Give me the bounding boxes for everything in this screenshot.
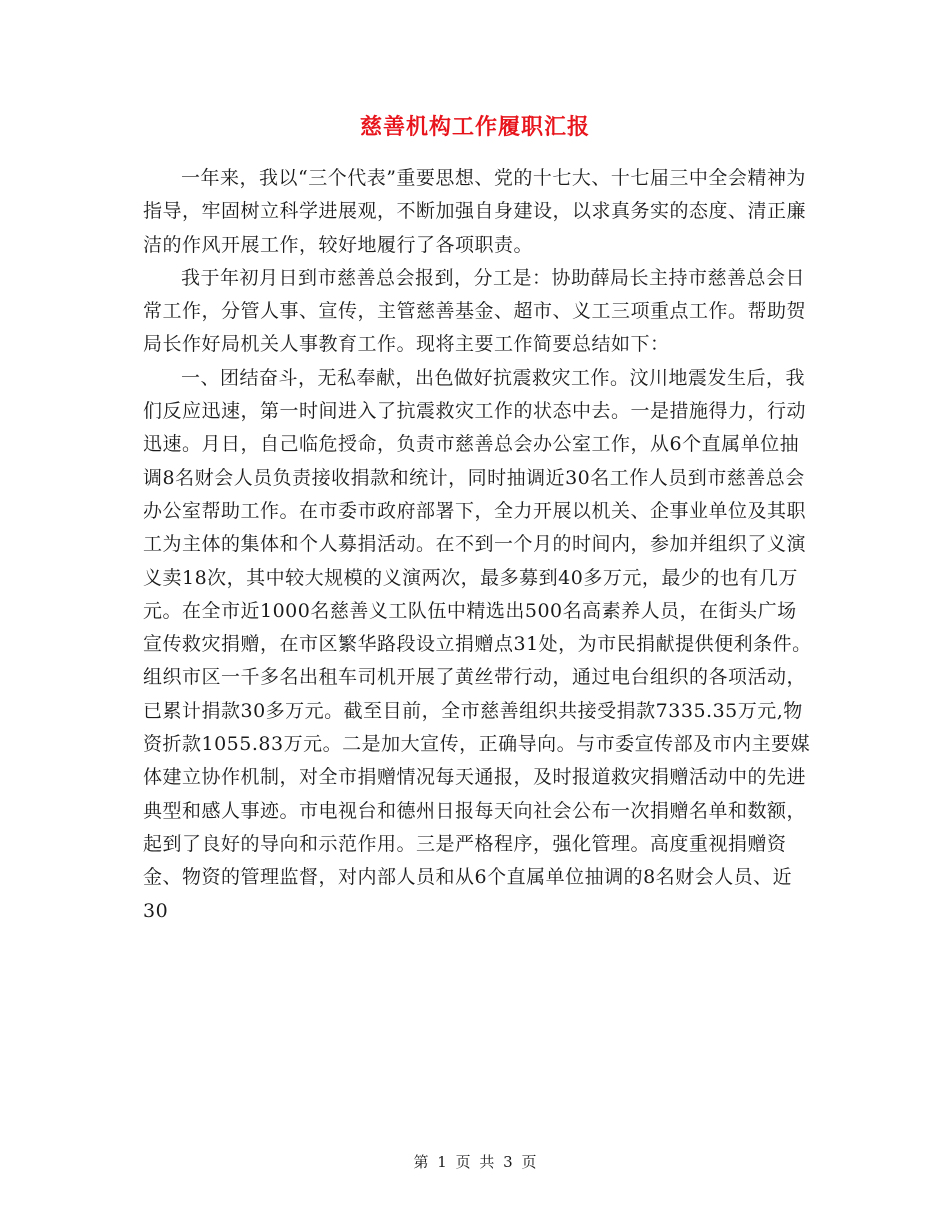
page-number-footer: 第 1 页 共 3 页 xyxy=(413,1153,537,1171)
paragraph-intro: 一年来，我以“三个代表”重要思想、党的十七大、十七届三中全会精神为指导，牢固树立科学进展观，不断加强自身建设，以求真务实的态度、清正廉洁的作风开展工作，较好地履行了各项职责。 xyxy=(143,167,807,256)
paragraph-assignment: 我于年初月日到市慈善总会报到，分工是：协助薛局长主持市慈善总会日常工作，分管人事、宣传，主管慈善基金、超市、义工三项重点工作。帮助贺局长作好局机关人事教育工作。现将主要工作简要总结如下： xyxy=(143,266,807,356)
document-body xyxy=(143,162,813,928)
document-title: 慈善机构工作履职汇报 xyxy=(359,114,590,140)
paragraph-earthquake-relief: 一、团结奋斗，无私奉献，出色做好抗震救灾工作。汶川地震发生后，我们反应迅速，第一时间进入了抗震救灾工作的状态中去。一是措施得力，行动迅速。月日，自己临危授命，负责市慈善总会办公室工作，从6个直属单位抽调8名财会人员负责接收捐款和统计，同时抽调近30名工作人员到市慈善总会办公室帮助工作。在市委市政府部署下，全力开展以机关、企事业单位及其职工为主体的集体和个人募捐活动。在不到一个月的时间内，参加并组织了义演义卖18次，其中较大规模的义演两次，最多募到40多万元，最少的也有几万元。在全市近1000名慈善义工队伍中精选出500名高素养人员，在街头广场宣传救灾捐赠，在市区繁华路段设立捐赠点31处，为市民捐献提供便利条件。组织市区一千多名出租车司机开展了黄丝带行动，通过电台组织的各项活动，已累计捐款30多万元。截至目前，全市慈善组织共接受捐款7335.35万元,物资折款1055.83万元。二是加大宣传，正确导向。与市委宣传部及市内主要媒体建立协作机制，对全市捐赠情况每天通报，及时报道救灾捐赠活动中的先进典型和感人事迹。市电视台和德州日报每天向社会公布一次捐赠名单和数额，起到了良好的导向和示范作用。三是严格程序，强化管理。高度重视捐赠资金、物资的管理监督，对内部人员和从6个直属单位抽调的8名财会人员、近30 xyxy=(143,366,812,922)
